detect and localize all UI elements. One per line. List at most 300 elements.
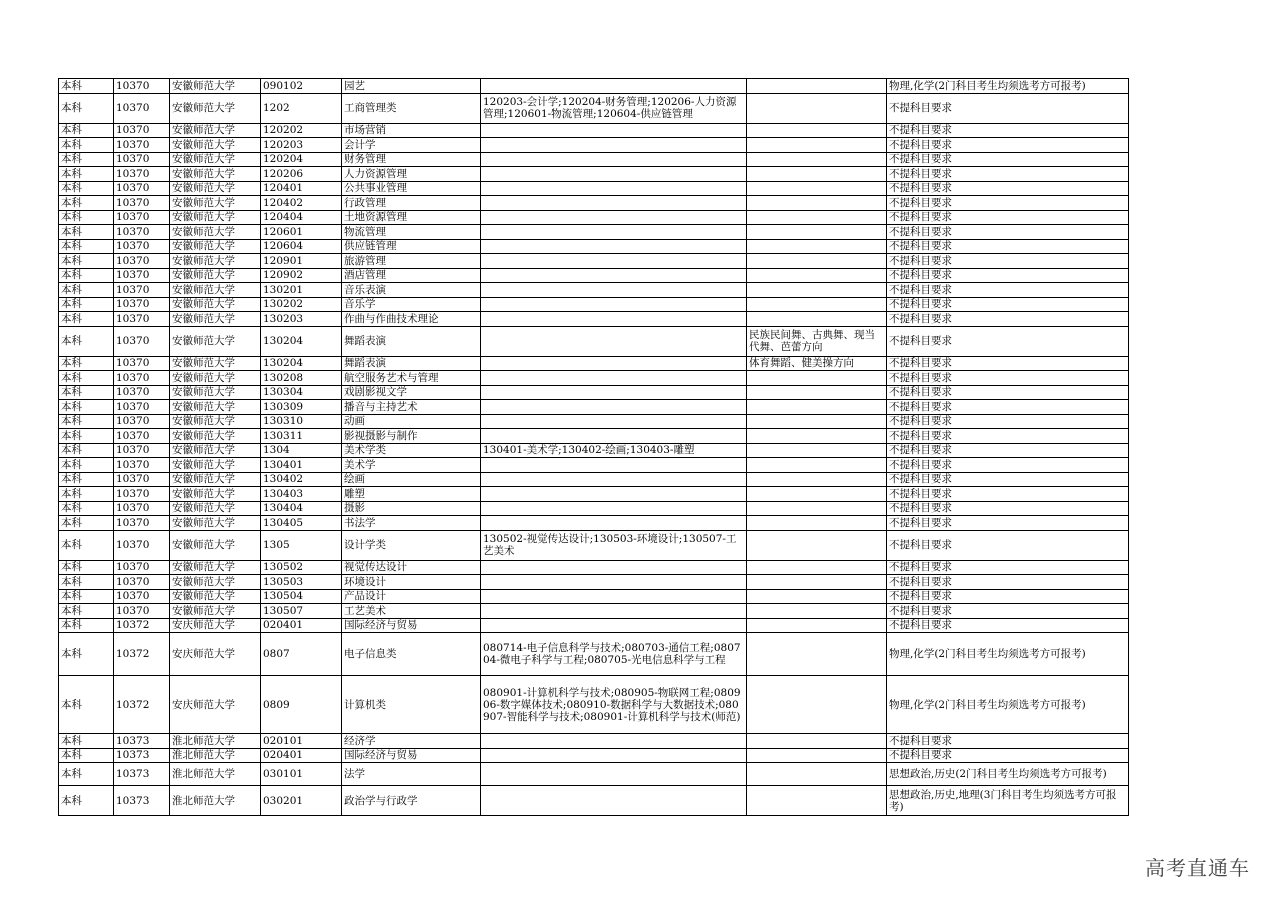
school-code-cell [114, 210, 170, 225]
level-text: 本科 [61, 487, 82, 500]
subject-requirement-text: 物理,化学(2门科目考生均须选考方可报考) [889, 648, 1086, 660]
table-row [59, 385, 1129, 400]
level-text: 本科 [61, 196, 82, 209]
included-majors-cell [481, 604, 747, 619]
school-code-text: 10370 [116, 386, 150, 399]
school-name-text: 安徽师范大学 [172, 357, 235, 370]
table-row [59, 763, 1129, 786]
major-name-text: 供应链管理 [344, 240, 397, 253]
level-text: 本科 [61, 590, 82, 603]
major-name-text: 政治学与行政学 [344, 794, 418, 807]
major-name-text: 市场营销 [344, 124, 386, 137]
major-code-cell [261, 618, 342, 633]
remarks-cell [747, 196, 887, 211]
major-name-cell [342, 501, 481, 516]
major-code-text: 090102 [263, 79, 304, 92]
major-name-text: 酒店管理 [344, 269, 386, 282]
school-name-cell [170, 575, 261, 590]
subject-requirement-cell [887, 472, 1129, 487]
level-cell [59, 167, 114, 182]
level-text: 本科 [61, 516, 82, 529]
table-row [59, 589, 1129, 604]
included-majors-cell [481, 385, 747, 400]
table-row [59, 458, 1129, 473]
major-name-text: 公共事业管理 [344, 182, 407, 195]
school-name-cell [170, 516, 261, 531]
major-code-cell [261, 239, 342, 254]
school-name-cell [170, 618, 261, 633]
included-majors-cell [481, 429, 747, 444]
included-majors-cell [481, 79, 747, 94]
table-row [59, 443, 1129, 458]
remarks-cell [747, 575, 887, 590]
remarks-cell [747, 152, 887, 167]
school-code-cell [114, 356, 170, 371]
major-code-cell [261, 210, 342, 225]
level-cell [59, 472, 114, 487]
remarks-cell [747, 297, 887, 312]
major-name-cell [342, 530, 481, 560]
school-code-cell [114, 763, 170, 786]
major-code-cell [261, 385, 342, 400]
major-name-text: 法学 [344, 768, 365, 780]
school-name-text: 安徽师范大学 [172, 487, 235, 500]
level-text: 本科 [61, 415, 82, 428]
level-text: 本科 [61, 794, 82, 807]
school-name-text: 安徽师范大学 [172, 298, 235, 311]
remarks-cell [747, 458, 887, 473]
subject-requirement-cell [887, 385, 1129, 400]
table-row [59, 429, 1129, 444]
school-name-text: 安徽师范大学 [172, 196, 235, 209]
school-code-text: 10370 [116, 444, 150, 457]
table-row [59, 167, 1129, 182]
level-cell [59, 487, 114, 502]
subject-requirement-text: 思想政治,历史,地理(3门科目考生均须选考方可报考) [889, 788, 1117, 813]
level-cell [59, 326, 114, 356]
major-code-cell [261, 326, 342, 356]
school-name-cell [170, 254, 261, 269]
major-name-text: 国际经济与贸易 [344, 749, 418, 762]
major-code-text: 130311 [263, 429, 304, 442]
school-name-text: 安徽师范大学 [172, 386, 235, 399]
level-cell [59, 239, 114, 254]
school-name-text: 安徽师范大学 [172, 79, 235, 92]
major-name-cell [342, 297, 481, 312]
subject-requirement-text: 不提科目要求 [889, 138, 952, 151]
watermark-logo-text: 高考直通车 [1145, 856, 1250, 880]
major-name-cell [342, 443, 481, 458]
major-name-text: 工艺美术 [344, 604, 386, 617]
level-text: 本科 [61, 102, 82, 114]
remarks-cell [747, 763, 887, 786]
school-code-text: 10370 [116, 153, 150, 166]
level-text: 本科 [61, 561, 82, 574]
major-name-text: 舞蹈表演 [344, 335, 386, 347]
level-cell [59, 589, 114, 604]
school-code-cell [114, 385, 170, 400]
school-name-cell [170, 748, 261, 763]
school-code-text: 10370 [116, 429, 150, 442]
school-name-cell [170, 181, 261, 196]
school-name-text: 安徽师范大学 [172, 371, 235, 384]
major-name-text: 园艺 [344, 79, 365, 92]
major-name-cell [342, 356, 481, 371]
table-row [59, 786, 1129, 816]
major-name-cell [342, 210, 481, 225]
major-name-cell [342, 167, 481, 182]
subject-requirement-text: 不提科目要求 [889, 225, 952, 238]
major-name-text: 作曲与作曲技术理论 [344, 312, 439, 325]
school-code-cell [114, 633, 170, 676]
remarks-cell [747, 487, 887, 502]
major-code-cell [261, 589, 342, 604]
subject-requirement-cell [887, 633, 1129, 676]
school-name-cell [170, 79, 261, 94]
table-row [59, 356, 1129, 371]
school-name-cell [170, 604, 261, 619]
school-name-text: 安徽师范大学 [172, 124, 235, 137]
included-majors-cell [481, 748, 747, 763]
school-code-text: 10370 [116, 196, 150, 209]
remarks-cell [747, 676, 887, 734]
level-text: 本科 [61, 400, 82, 413]
major-name-cell [342, 181, 481, 196]
remarks-cell [747, 516, 887, 531]
school-name-cell [170, 225, 261, 240]
major-name-cell [342, 93, 481, 123]
subject-requirement-text: 不提科目要求 [889, 153, 952, 166]
school-code-cell [114, 312, 170, 327]
school-code-text: 10370 [116, 298, 150, 311]
school-name-text: 安徽师范大学 [172, 182, 235, 195]
included-majors-cell [481, 589, 747, 604]
school-name-text: 安徽师范大学 [172, 254, 235, 267]
major-name-text: 物流管理 [344, 225, 386, 238]
table-row [59, 225, 1129, 240]
major-name-cell [342, 763, 481, 786]
remarks-cell [747, 429, 887, 444]
level-cell [59, 283, 114, 298]
school-name-text: 安徽师范大学 [172, 444, 235, 457]
major-code-cell [261, 400, 342, 415]
included-majors-cell [481, 312, 747, 327]
major-code-text: 120204 [263, 153, 304, 166]
remarks-cell [747, 283, 887, 298]
school-name-cell [170, 786, 261, 816]
school-code-cell [114, 167, 170, 182]
major-name-cell [342, 400, 481, 415]
school-name-cell [170, 326, 261, 356]
subject-requirement-text: 不提科目要求 [889, 539, 952, 551]
major-name-cell [342, 326, 481, 356]
table-row [59, 312, 1129, 327]
remarks-cell [747, 734, 887, 749]
subject-requirement-text: 不提科目要求 [889, 124, 952, 137]
school-code-cell [114, 443, 170, 458]
school-name-text: 安徽师范大学 [172, 561, 235, 574]
school-code-text: 10373 [116, 768, 150, 780]
major-name-text: 音乐表演 [344, 283, 386, 296]
level-cell [59, 152, 114, 167]
level-cell [59, 443, 114, 458]
table-row [59, 268, 1129, 283]
included-majors-cell [481, 560, 747, 575]
school-name-text: 安徽师范大学 [172, 269, 235, 282]
school-name-cell [170, 676, 261, 734]
level-text: 本科 [61, 153, 82, 166]
school-name-cell [170, 297, 261, 312]
subject-requirement-text: 不提科目要求 [889, 516, 952, 529]
school-code-cell [114, 152, 170, 167]
subject-requirement-cell [887, 676, 1129, 734]
level-cell [59, 786, 114, 816]
table-row [59, 181, 1129, 196]
level-cell [59, 385, 114, 400]
major-code-text: 030101 [263, 768, 304, 780]
major-code-cell [261, 254, 342, 269]
table-row [59, 414, 1129, 429]
school-code-text: 10372 [116, 619, 150, 632]
subject-requirement-text: 不提科目要求 [889, 335, 952, 347]
level-text: 本科 [61, 371, 82, 384]
subject-requirement-text: 不提科目要求 [889, 473, 952, 486]
major-name-cell [342, 123, 481, 138]
school-code-text: 10373 [116, 794, 150, 807]
level-cell [59, 560, 114, 575]
major-name-cell [342, 152, 481, 167]
major-name-cell [342, 239, 481, 254]
major-name-cell [342, 196, 481, 211]
major-name-text: 计算机类 [344, 698, 386, 711]
school-code-text: 10372 [116, 698, 150, 711]
major-name-cell [342, 786, 481, 816]
level-cell [59, 297, 114, 312]
major-code-text: 120202 [263, 124, 304, 137]
included-majors-text: 130401-美术学;130402-绘画;130403-雕塑 [483, 444, 695, 457]
level-text: 本科 [61, 749, 82, 762]
major-name-text: 绘画 [344, 473, 365, 486]
school-name-cell [170, 501, 261, 516]
major-name-text: 人力资源管理 [344, 167, 407, 180]
subject-requirement-text: 不提科目要求 [889, 386, 952, 399]
level-text: 本科 [61, 698, 82, 711]
table-row [59, 196, 1129, 211]
subject-requirement-cell [887, 356, 1129, 371]
level-text: 本科 [61, 619, 82, 632]
level-text: 本科 [61, 386, 82, 399]
included-majors-cell [481, 786, 747, 816]
major-name-text: 视觉传达设计 [344, 561, 407, 574]
level-cell [59, 268, 114, 283]
level-text: 本科 [61, 473, 82, 486]
subject-requirement-text: 不提科目要求 [889, 458, 952, 471]
school-name-cell [170, 268, 261, 283]
major-code-text: 1202 [263, 102, 290, 114]
subject-requirement-cell [887, 123, 1129, 138]
subject-requirement-text: 不提科目要求 [889, 734, 952, 747]
major-name-text: 行政管理 [344, 196, 386, 209]
school-code-cell [114, 326, 170, 356]
level-text: 本科 [61, 539, 82, 551]
major-name-cell [342, 472, 481, 487]
level-cell [59, 371, 114, 386]
school-name-cell [170, 239, 261, 254]
school-code-text: 10370 [116, 487, 150, 500]
level-cell [59, 458, 114, 473]
major-code-cell [261, 268, 342, 283]
major-code-cell [261, 458, 342, 473]
table-row [59, 152, 1129, 167]
school-name-cell [170, 633, 261, 676]
school-code-cell [114, 589, 170, 604]
school-code-cell [114, 79, 170, 94]
major-name-text: 设计学类 [344, 539, 386, 551]
subject-requirement-text: 不提科目要求 [889, 429, 952, 442]
school-name-text: 安徽师范大学 [172, 458, 235, 471]
school-code-text: 10370 [116, 335, 150, 347]
subject-requirement-cell [887, 79, 1129, 94]
school-code-cell [114, 560, 170, 575]
table-row [59, 633, 1129, 676]
major-code-text: 0807 [263, 648, 290, 660]
school-code-text: 10370 [116, 502, 150, 515]
major-code-text: 120604 [263, 240, 304, 253]
major-name-cell [342, 487, 481, 502]
remarks-cell [747, 472, 887, 487]
table-row [59, 748, 1129, 763]
remarks-cell [747, 618, 887, 633]
subject-requirement-text: 不提科目要求 [889, 487, 952, 500]
subject-requirement-text: 不提科目要求 [889, 619, 952, 632]
school-code-cell [114, 487, 170, 502]
subject-requirement-cell [887, 371, 1129, 386]
major-code-text: 030201 [263, 794, 304, 807]
remarks-cell [747, 443, 887, 458]
subject-requirement-cell [887, 297, 1129, 312]
major-code-text: 130401 [263, 458, 304, 471]
major-code-cell [261, 225, 342, 240]
level-text: 本科 [61, 225, 82, 238]
school-code-text: 10370 [116, 269, 150, 282]
subject-requirement-text: 不提科目要求 [889, 298, 952, 311]
school-name-cell [170, 356, 261, 371]
school-code-cell [114, 371, 170, 386]
school-code-text: 10370 [116, 357, 150, 370]
remarks-cell [747, 181, 887, 196]
school-name-text: 安徽师范大学 [172, 283, 235, 296]
school-name-cell [170, 93, 261, 123]
major-name-text: 土地资源管理 [344, 211, 407, 224]
school-code-cell [114, 268, 170, 283]
major-code-cell [261, 312, 342, 327]
subject-requirement-text: 不提科目要求 [889, 102, 952, 114]
major-code-text: 120401 [263, 182, 304, 195]
included-majors-cell [481, 356, 747, 371]
school-code-cell [114, 618, 170, 633]
level-cell [59, 734, 114, 749]
included-majors-cell [481, 152, 747, 167]
included-majors-cell [481, 371, 747, 386]
subject-requirement-text: 不提科目要求 [889, 400, 952, 413]
major-code-cell [261, 633, 342, 676]
table-row [59, 210, 1129, 225]
subject-requirement-cell [887, 152, 1129, 167]
subject-requirement-cell [887, 530, 1129, 560]
major-code-text: 120601 [263, 225, 304, 238]
remarks-cell [747, 326, 887, 356]
remarks-cell [747, 633, 887, 676]
school-name-cell [170, 196, 261, 211]
subject-requirement-text: 不提科目要求 [889, 444, 952, 457]
major-name-text: 雕塑 [344, 487, 365, 500]
remarks-cell [747, 589, 887, 604]
subject-requirement-text: 物理,化学(2门科目考生均须选考方可报考) [889, 79, 1086, 92]
subject-requirement-cell [887, 501, 1129, 516]
major-code-text: 130204 [263, 335, 304, 347]
included-majors-cell [481, 516, 747, 531]
school-code-cell [114, 254, 170, 269]
included-majors-cell [481, 734, 747, 749]
school-name-cell [170, 734, 261, 749]
major-code-cell [261, 152, 342, 167]
level-text: 本科 [61, 502, 82, 515]
subject-requirement-text: 不提科目要求 [889, 371, 952, 384]
school-name-text: 安徽师范大学 [172, 575, 235, 588]
school-name-text: 安徽师范大学 [172, 138, 235, 151]
school-code-text: 10370 [116, 182, 150, 195]
level-text: 本科 [61, 124, 82, 137]
major-code-text: 130504 [263, 590, 304, 603]
school-name-text: 淮北师范大学 [172, 768, 235, 780]
major-name-cell [342, 618, 481, 633]
major-name-cell [342, 633, 481, 676]
major-code-cell [261, 560, 342, 575]
major-code-cell [261, 371, 342, 386]
level-text: 本科 [61, 768, 82, 780]
included-majors-cell [481, 763, 747, 786]
school-code-text: 10370 [116, 79, 150, 92]
remarks-cell [747, 268, 887, 283]
level-text: 本科 [61, 167, 82, 180]
included-majors-text: 080714-电子信息科学与技术;080703-通信工程;080704-微电子科学与工程;080705-光电信息科学与工程 [483, 642, 741, 666]
school-code-cell [114, 93, 170, 123]
school-name-cell [170, 560, 261, 575]
school-code-text: 10370 [116, 312, 150, 325]
level-text: 本科 [61, 429, 82, 442]
subject-requirement-text: 不提科目要求 [889, 590, 952, 603]
school-name-cell [170, 472, 261, 487]
remarks-cell [747, 210, 887, 225]
school-name-cell [170, 312, 261, 327]
major-name-cell [342, 414, 481, 429]
major-name-cell [342, 79, 481, 94]
remarks-cell [747, 123, 887, 138]
included-majors-cell [481, 458, 747, 473]
school-code-text: 10370 [116, 283, 150, 296]
level-cell [59, 400, 114, 415]
major-name-text: 美术学类 [344, 444, 386, 457]
major-code-text: 130309 [263, 400, 304, 413]
subject-requirement-cell [887, 268, 1129, 283]
school-code-cell [114, 123, 170, 138]
major-name-cell [342, 283, 481, 298]
major-name-cell [342, 575, 481, 590]
major-code-text: 130202 [263, 298, 304, 311]
remarks-cell [747, 748, 887, 763]
included-majors-cell [481, 676, 747, 734]
remarks-cell [747, 501, 887, 516]
